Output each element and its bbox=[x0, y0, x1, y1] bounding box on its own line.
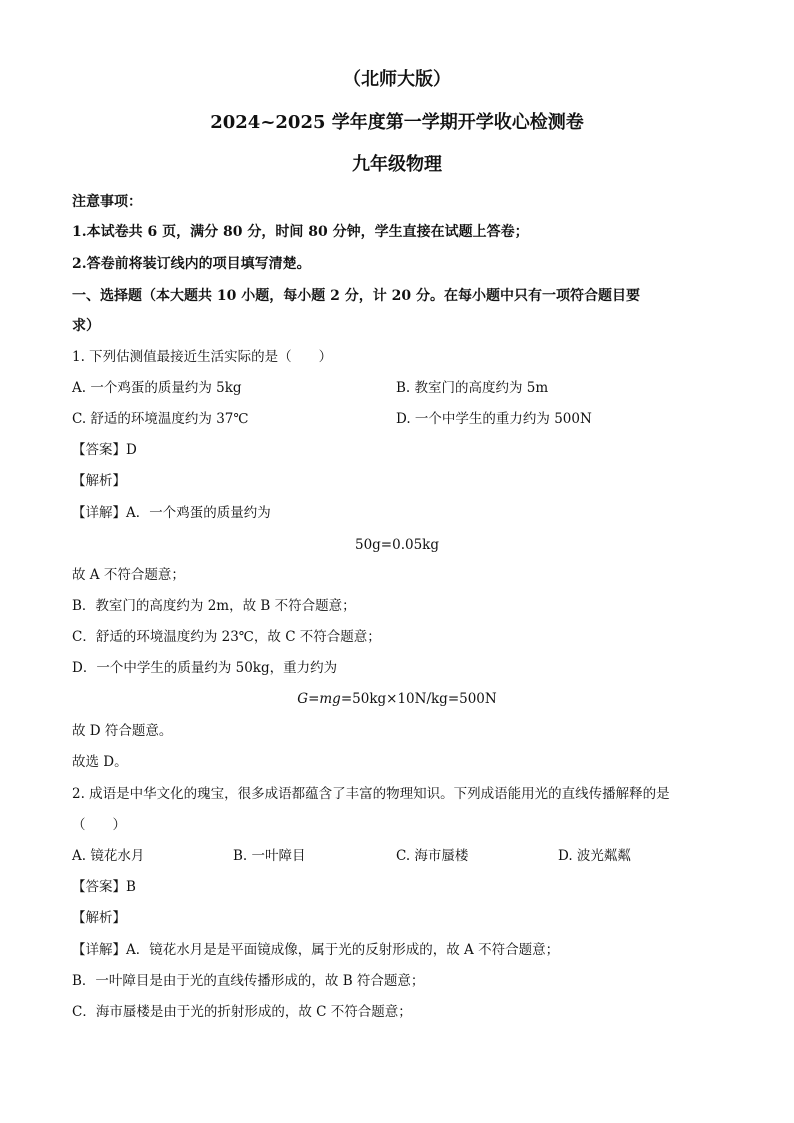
q1-detail-1: 【详解】A．一个鸡蛋的质量约为 bbox=[72, 505, 271, 521]
notice-item-1: 1.本试卷共 6 页，满分 80 分，时间 80 分钟，学生直接在试题上答卷； bbox=[72, 224, 529, 240]
q2-stem-line1: 2. 成语是中华文化的瑰宝，很多成语都蕴含了丰富的物理知识。下列成语能用光的直线传播解释的是 bbox=[72, 786, 670, 802]
q1-formula-2 bbox=[0, 689, 794, 709]
q1-option-a: A. 一个鸡蛋的质量约为 5kg bbox=[72, 380, 242, 396]
formula-rest: =50kg×10N/kg=500N bbox=[340, 691, 497, 707]
q2-detail-2: B．一叶障目是由于光的直线传播形成的，故 B 符合题意； bbox=[72, 973, 425, 989]
section1-heading-line2: 求） bbox=[72, 318, 100, 334]
notice-heading: 注意事项： bbox=[72, 194, 142, 210]
q1-detail-4: C．舒适的环境温度约为 23℃，故 C 不符合题意； bbox=[72, 629, 381, 645]
edition-label: （北师大版） bbox=[343, 69, 451, 90]
q2-detail-1: 【详解】A．镜花水月是是平面镜成像，属于光的反射形成的，故 A 不符合题意； bbox=[72, 942, 560, 958]
q2-detail-3: C．海市蜃楼是由于光的折射形成的，故 C 不符合题意； bbox=[72, 1004, 412, 1020]
q2-analysis-label: 【解析】 bbox=[72, 910, 126, 926]
q2-option-a: A. 镜花水月 bbox=[72, 848, 145, 864]
q2-option-d: D. 波光粼粼 bbox=[558, 848, 631, 864]
section1-heading-line1: 一、选择题（本大题共 10 小题，每小题 2 分，计 20 分。在每小题中只有一项符合题目要 bbox=[72, 288, 640, 304]
q2-stem-line2: （ ） bbox=[72, 817, 126, 833]
formula-equals: = bbox=[308, 691, 320, 707]
notice-item-2: 2.答卷前将装订线内的项目填写清楚。 bbox=[72, 256, 311, 272]
q1-detail-7: 故选 D。 bbox=[72, 754, 128, 770]
formula-var-mg: mg bbox=[319, 691, 341, 707]
formula-var-g: G bbox=[297, 691, 309, 707]
q1-option-c: C. 舒适的环境温度约为 37℃ bbox=[72, 411, 249, 427]
q1-option-b: B. 教室门的高度约为 5m bbox=[396, 380, 549, 396]
q2-option-b: B. 一叶障目 bbox=[233, 848, 306, 864]
q1-detail-2: 故 A 不符合题意； bbox=[72, 567, 185, 583]
q1-detail-3: B．教室门的高度约为 2m，故 B 不符合题意； bbox=[72, 598, 356, 614]
q1-detail-5: D．一个中学生的质量约为 50kg，重力约为 bbox=[72, 660, 338, 676]
q1-stem: 1. 下列估测值最接近生活实际的是（ ） bbox=[72, 349, 333, 365]
q1-detail-6: 故 D 符合题意。 bbox=[72, 723, 173, 739]
q1-answer: 【答案】D bbox=[72, 442, 137, 458]
q1-formula-1: 50g=0.05kg bbox=[354, 537, 439, 553]
exam-title: 2024~2025 学年度第一学期开学收心检测卷 bbox=[210, 112, 584, 133]
q1-analysis-label: 【解析】 bbox=[72, 473, 126, 489]
q1-option-d: D. 一个中学生的重力约为 500N bbox=[396, 411, 592, 427]
q2-option-c: C. 海市蜃楼 bbox=[396, 848, 469, 864]
q2-answer: 【答案】B bbox=[72, 879, 136, 895]
subject-title: 九年级物理 bbox=[352, 154, 442, 175]
